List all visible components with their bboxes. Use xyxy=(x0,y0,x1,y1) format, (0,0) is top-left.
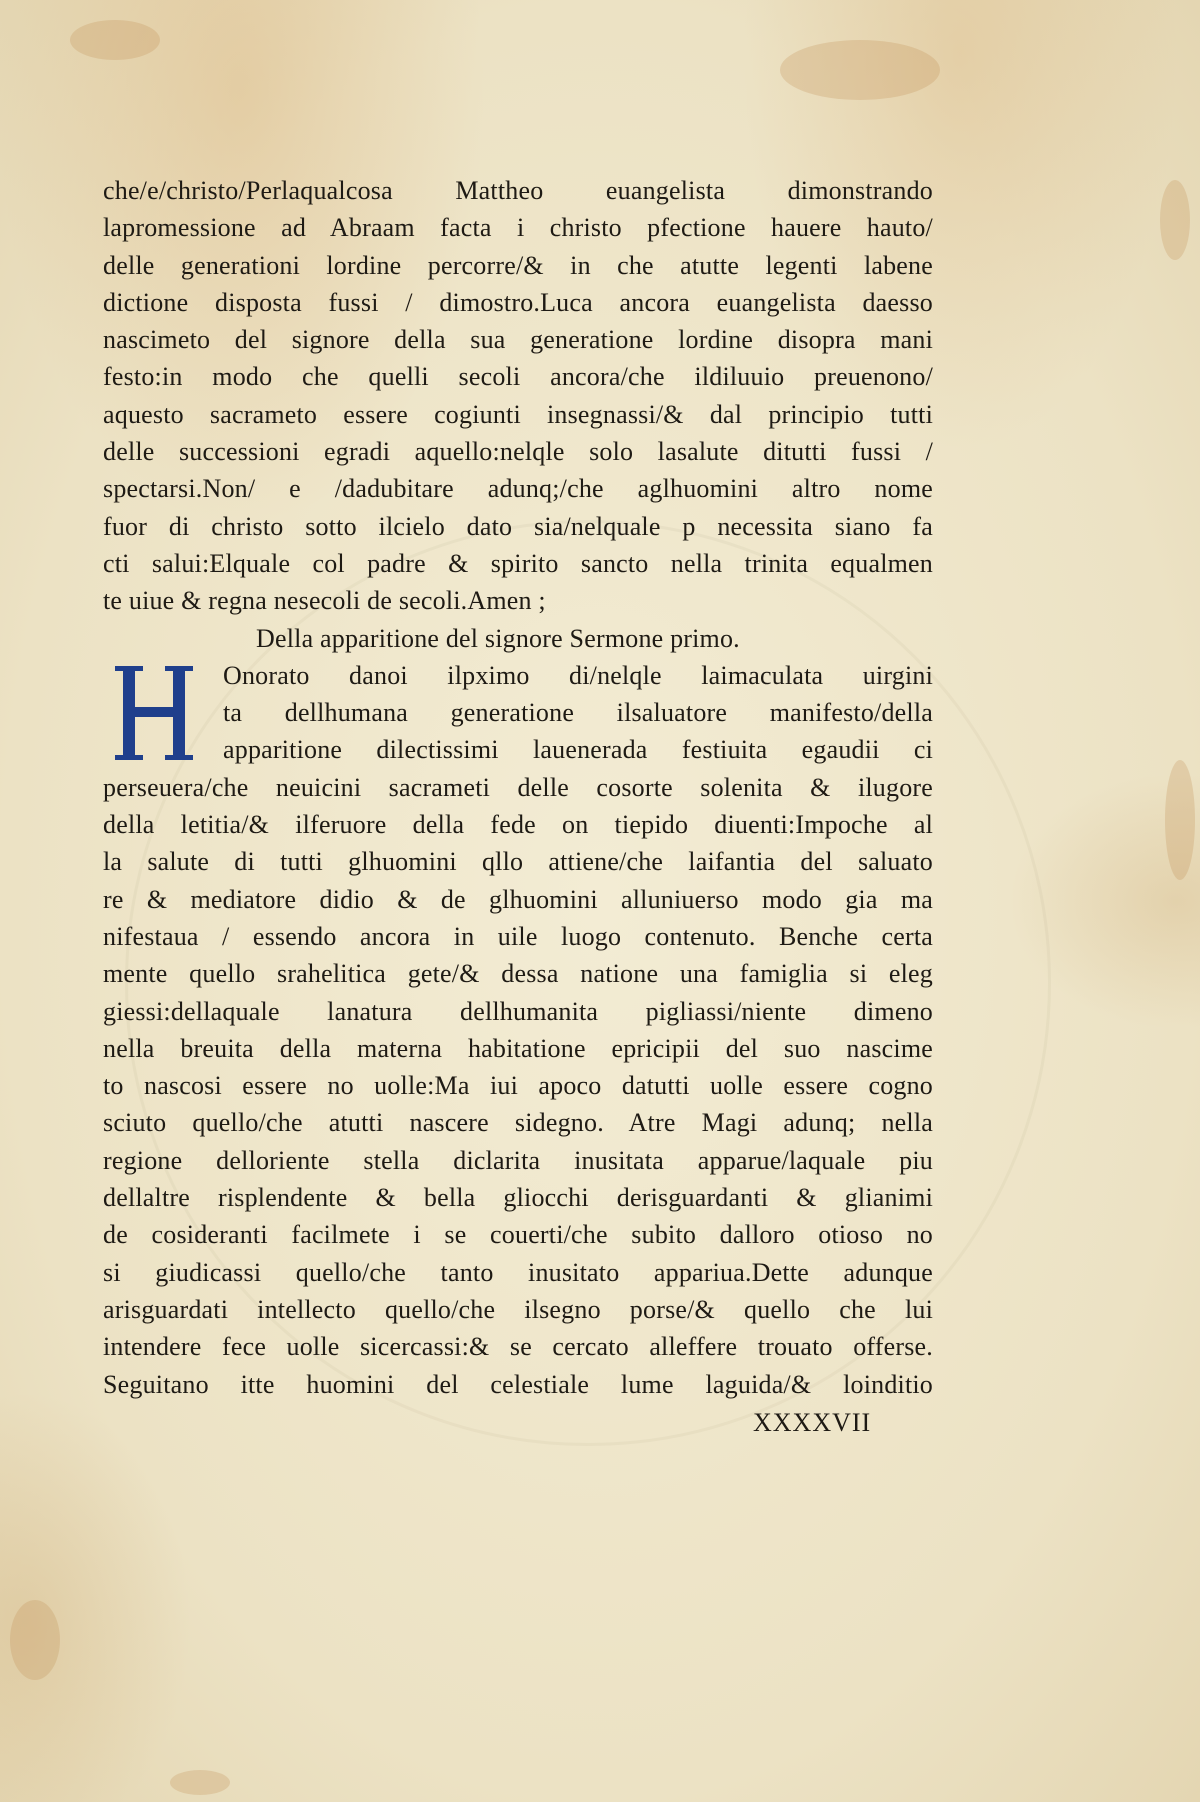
paragraph-after xyxy=(103,769,933,1403)
text-line: spectarsi.Non/ e /dadubitare adunq;/che aglhuomini altro nome xyxy=(103,474,933,504)
text-line: aquesto sacrameto essere cogiunti insegnassi/& dal principio tutti xyxy=(103,399,933,429)
paragraph-before xyxy=(103,172,933,620)
folio-number: XXXXVII xyxy=(753,1407,872,1437)
text-line: dictione disposta fussi / dimostro.Luca ancora euangelista daesso xyxy=(103,287,933,317)
text-line: mente quello srahelitica gete/& dessa natione una famiglia si eleg xyxy=(103,959,933,989)
text-line: dellaltre risplendente & bella gliocchi derisguardanti & glianimi xyxy=(103,1183,933,1213)
initial-letter-h-icon xyxy=(103,663,203,763)
text-line: regione delloriente stella diclarita inusitata apparue/laquale piu xyxy=(103,1145,933,1175)
text-line: cti salui:Elquale col padre & spirito sancto nella trinita equalmen xyxy=(103,548,933,578)
text-line: Onorato danoi ilpximo di/nelqle laimaculata uirgini xyxy=(223,660,933,690)
text-line: te uiue & regna nesecoli de secoli.Amen ; xyxy=(103,586,546,616)
text-line: festo:in modo che quelli secoli ancora/che ildiluuio preuenono/ xyxy=(103,362,933,392)
text-block xyxy=(103,172,933,1443)
text-line: la salute di tutti glhuomini qllo attiene/che laifantia del saluato xyxy=(103,847,933,877)
text-line: to nascosi essere no uolle:Ma iui apoco datutti uolle essere cogno xyxy=(103,1071,933,1101)
text-line: perseuera/che neuicini sacrameti delle cosorte solenita & ilugore xyxy=(103,772,933,802)
text-line: de cosideranti facilmete i se couerti/che subito dalloro otioso no xyxy=(103,1220,933,1250)
text-line: delle successioni egradi aquello:nelqle solo lasalute ditutti fussi / xyxy=(103,437,933,467)
text-line: re & mediatore didio & de glhuomini alluniuerso modo gia ma xyxy=(103,884,933,914)
text-line: lapromessione ad Abraam facta i christo pfectione hauere hauto/ xyxy=(103,213,933,243)
text-line: sciuto quello/che atutti nascere sidegno. Atre Magi adunq; nella xyxy=(103,1108,933,1138)
text-line: giessi:dellaquale lanatura dellhumanita pigliassi/niente dimeno xyxy=(103,996,933,1026)
text-line: Seguitano itte huomini del celestiale lume laguida/& loinditio xyxy=(103,1369,933,1399)
foxing-stain xyxy=(1160,180,1190,260)
text-line: nella breuita della materna habitatione epricipii del suo nascime xyxy=(103,1033,933,1063)
text-line: nascimeto del signore della sua generatione lordine disopra mani xyxy=(103,325,933,355)
text-line: ta dellhumana generatione ilsaluatore manifesto/della xyxy=(223,698,933,728)
foxing-stain xyxy=(70,20,160,60)
text-line: nifestaua / essendo ancora in uile luogo contenuto. Benche certa xyxy=(103,921,933,951)
text-line: delle generationi lordine percorre/& in che atutte legenti labene xyxy=(103,250,933,280)
foxing-stain xyxy=(10,1600,60,1680)
foxing-stain xyxy=(780,40,940,100)
initial-paragraph xyxy=(103,657,933,769)
sermon-heading: Della apparitione del signore Sermone primo. xyxy=(256,623,740,653)
foxing-stain xyxy=(170,1770,230,1795)
foxing-stain xyxy=(1165,760,1195,880)
text-line: si giudicassi quello/che tanto inusitato appariua.Dette adunque xyxy=(103,1257,933,1287)
text-line: della letitia/& ilferuore della fede on tiepido diuenti:Impoche al xyxy=(103,810,933,840)
text-line: apparitione dilectissimi lauenerada festiuita egaudii ci xyxy=(223,735,933,765)
text-line: intendere fece uolle sicercassi:& se cercato alleffere trouato offerse. xyxy=(103,1332,933,1362)
text-line: arisguardati intellecto quello/che ilsegno porse/& quello che lui xyxy=(103,1294,933,1324)
text-line: che/e/christo/Perlaqualcosa Mattheo euangelista dimonstrando xyxy=(103,176,933,205)
text-line: fuor di christo sotto ilcielo dato sia/nelquale p necessita siano fa xyxy=(103,511,933,541)
